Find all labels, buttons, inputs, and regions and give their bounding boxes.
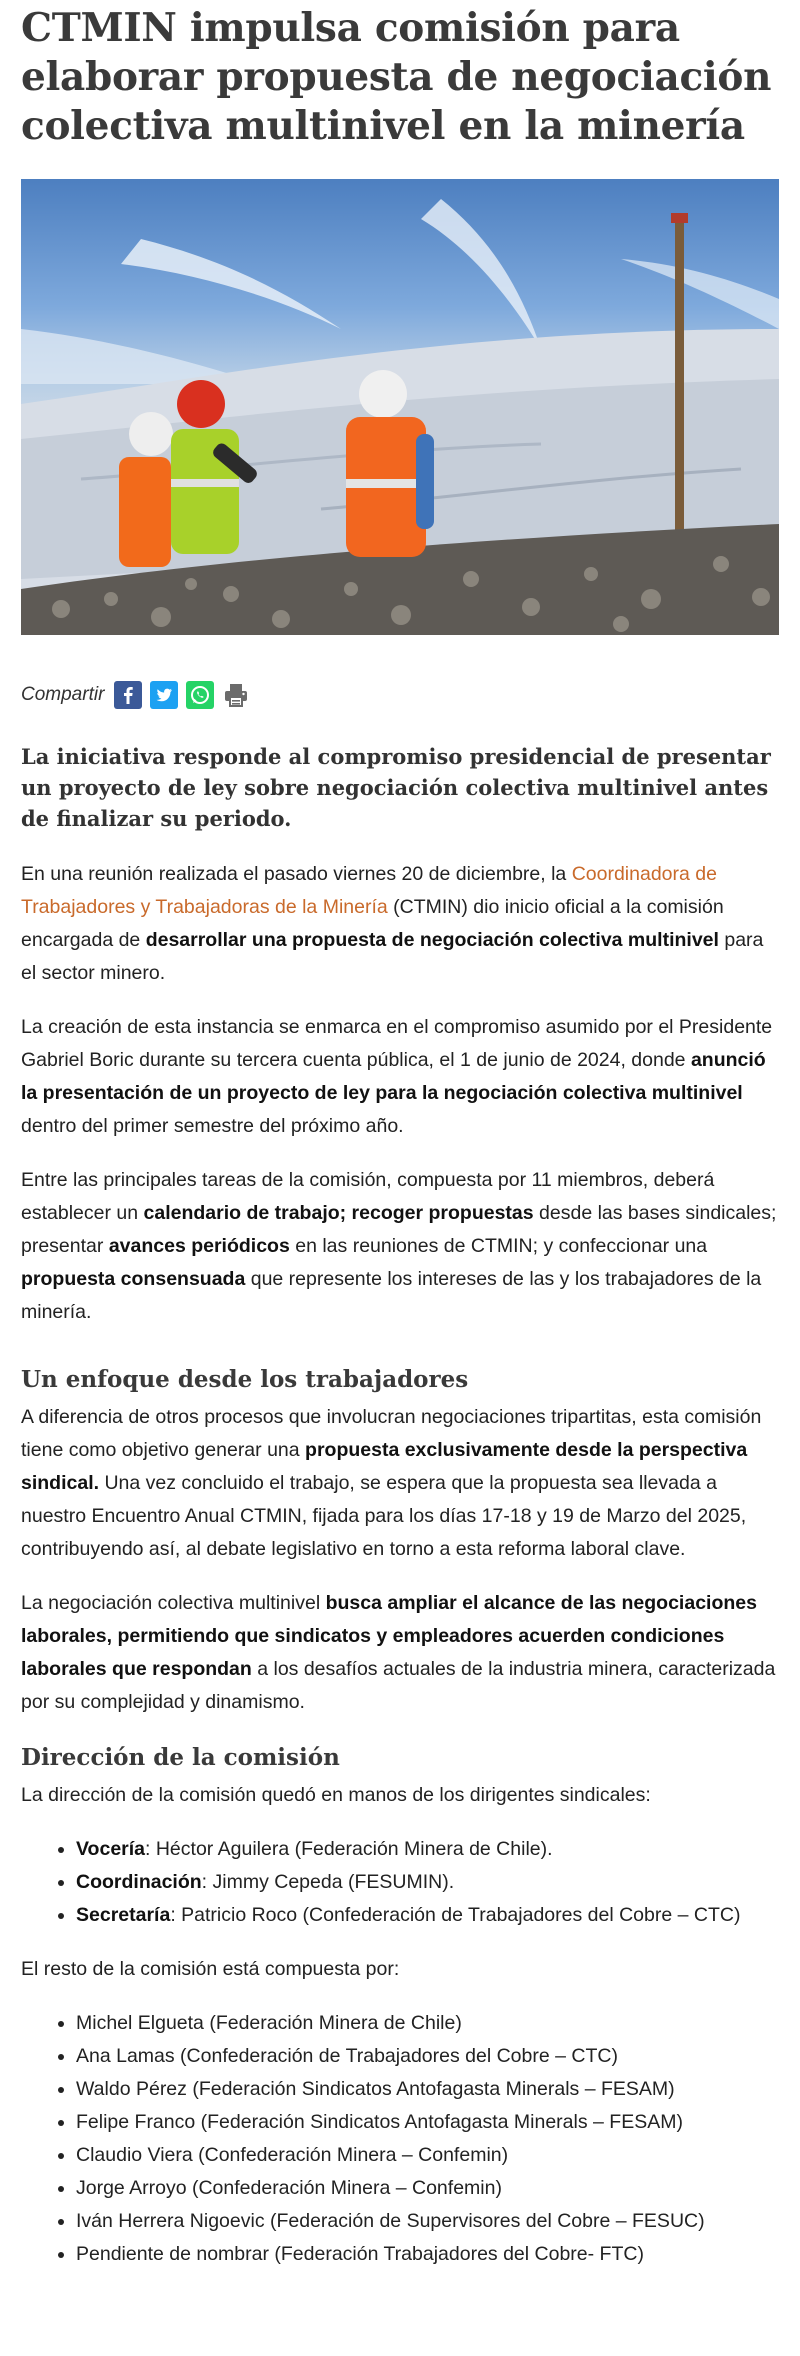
leader-role: Coordinación <box>76 1871 202 1893</box>
p1-bold-c: desarrollar una propuesta de negociación colectiva multinivel <box>145 929 719 951</box>
paragraph-7: El resto de la comisión está compuesta por: <box>21 1958 400 1980</box>
ctmin-link[interactable]: Coordinadora de Trabajadores y Trabajadoras de la Minería <box>21 863 717 918</box>
print-icon[interactable] <box>222 681 250 709</box>
p1-text-d: para el sector minero. <box>21 929 764 984</box>
leader-text: : Jimmy Cepeda (FESUMIN). <box>201 1871 455 1893</box>
p3-text-a: Entre las principales tareas de la comisión, compuesta por 11 miembros, deberá establecer un <box>21 1169 715 1224</box>
section-heading-direccion: Dirección de la comisión <box>21 1744 340 1771</box>
members-list <box>21 2007 779 2271</box>
leader-text: : Patricio Roco (Confederación de Trabajadores del Cobre – CTC) <box>170 1904 741 1926</box>
section-heading-enfoque: Un enfoque desde los trabajadores <box>21 1366 469 1393</box>
p1-text-b: (CTMIN) dio inicio oficial a la comisión encargada de <box>21 896 724 951</box>
p3-bold-f: propuesta consensuada <box>21 1268 246 1290</box>
paragraph-2 <box>21 1011 779 1143</box>
list-item: • Iván Herrera Nigoevic (Federación de Supervisores del Cobre – FESUC) <box>76 2205 779 2238</box>
p1-text-a: En una reunión realizada el pasado viernes 20 de diciembre, la <box>21 863 572 885</box>
p3-text-g: que represente los intereses de las y los trabajadores de la minería. <box>21 1268 762 1323</box>
p5-bold-b: busca ampliar el alcance de las negociaciones laborales, permitiendo que sindicatos y empleadores acuerden condiciones laborales que respondan <box>21 1592 757 1680</box>
paragraph-4 <box>21 1401 779 1566</box>
share-bar <box>21 679 779 711</box>
article-lead: La iniciativa responde al compromiso presidencial de presentar un proyecto de ley sobre negociación colectiva multinivel antes de finalizar su periodo. <box>21 744 771 831</box>
leader-role: Secretaría <box>76 1904 171 1926</box>
p5-text-c: a los desafíos actuales de la industria minera, caracterizada por su complejidad y dinamismo. <box>21 1658 776 1713</box>
mine-workers-illustration <box>21 179 779 635</box>
list-item: • Felipe Franco (Federación Sindicatos Antofagasta Minerals – FESAM) <box>76 2106 779 2139</box>
p4-text-a: A diferencia de otros procesos que involucran negociaciones tripartitas, esta comisión tiene como objetivo generar una <box>21 1406 762 1461</box>
p3-text-e: en las reuniones de CTMIN; y confeccionar una <box>289 1235 708 1257</box>
leader-role: Vocería <box>76 1838 146 1860</box>
p3-bold-d: avances periódicos <box>108 1235 290 1257</box>
p4-text-c: Una vez concluido el trabajo, se espera que la propuesta sea llevada a nuestro Encuentro Anual CTMIN, fijada para los días 17-18 y 19 de Marzo del 2025, contribuyendo así, al debate legislativo en torno a esta reforma laboral clave. <box>21 1472 747 1560</box>
p2-text-c: dentro del primer semestre del próximo año. <box>21 1115 404 1137</box>
hero-image <box>21 179 779 635</box>
paragraph-3 <box>21 1164 779 1329</box>
list-item <box>76 1833 779 1866</box>
list-item: • Michel Elgueta (Federación Minera de Chile) <box>76 2007 779 2040</box>
twitter-icon[interactable] <box>150 681 178 709</box>
share-label: Compartir <box>21 684 105 705</box>
p3-bold-b: calendario de trabajo; recoger propuestas <box>143 1202 534 1224</box>
article-title: CTMIN impulsa comisión para elaborar propuesta de negociación colectiva multinivel en la minería <box>21 5 772 149</box>
p4-bold-b: propuesta exclusivamente desde la perspectiva sindical. <box>21 1439 748 1494</box>
paragraph-1 <box>21 858 779 990</box>
list-item: • Waldo Pérez (Federación Sindicatos Antofagasta Minerals – FESAM) <box>76 2073 779 2106</box>
list-item: • Jorge Arroyo (Confederación Minera – Confemin) <box>76 2172 779 2205</box>
leaders-list <box>21 1833 779 1932</box>
list-item: • Pendiente de nombrar (Federación Trabajadores del Cobre- FTC) <box>76 2238 779 2271</box>
facebook-icon[interactable] <box>114 681 142 709</box>
paragraph-5 <box>21 1587 779 1719</box>
whatsapp-icon[interactable] <box>186 681 214 709</box>
p3-text-c: desde las bases sindicales; presentar <box>21 1202 777 1257</box>
list-item <box>76 1899 779 1932</box>
p2-bold-b: anunció la presentación de un proyecto de ley para la negociación colectiva multinivel <box>21 1049 766 1104</box>
list-item: • Ana Lamas (Confederación de Trabajadores del Cobre – CTC) <box>76 2040 779 2073</box>
p5-text-a: La negociación colectiva multinivel <box>21 1592 326 1614</box>
p2-text-a: La creación de esta instancia se enmarca en el compromiso asumido por el Presidente Gabriel Boric durante su tercera cuenta pública, el 1 de junio de 2024, donde <box>21 1016 773 1071</box>
leader-text: : Héctor Aguilera (Federación Minera de Chile). <box>145 1838 553 1860</box>
paragraph-6: La dirección de la comisión quedó en manos de los dirigentes sindicales: <box>21 1784 651 1806</box>
list-item: • Claudio Viera (Confederación Minera – Confemin) <box>76 2139 779 2172</box>
list-item <box>76 1866 779 1899</box>
